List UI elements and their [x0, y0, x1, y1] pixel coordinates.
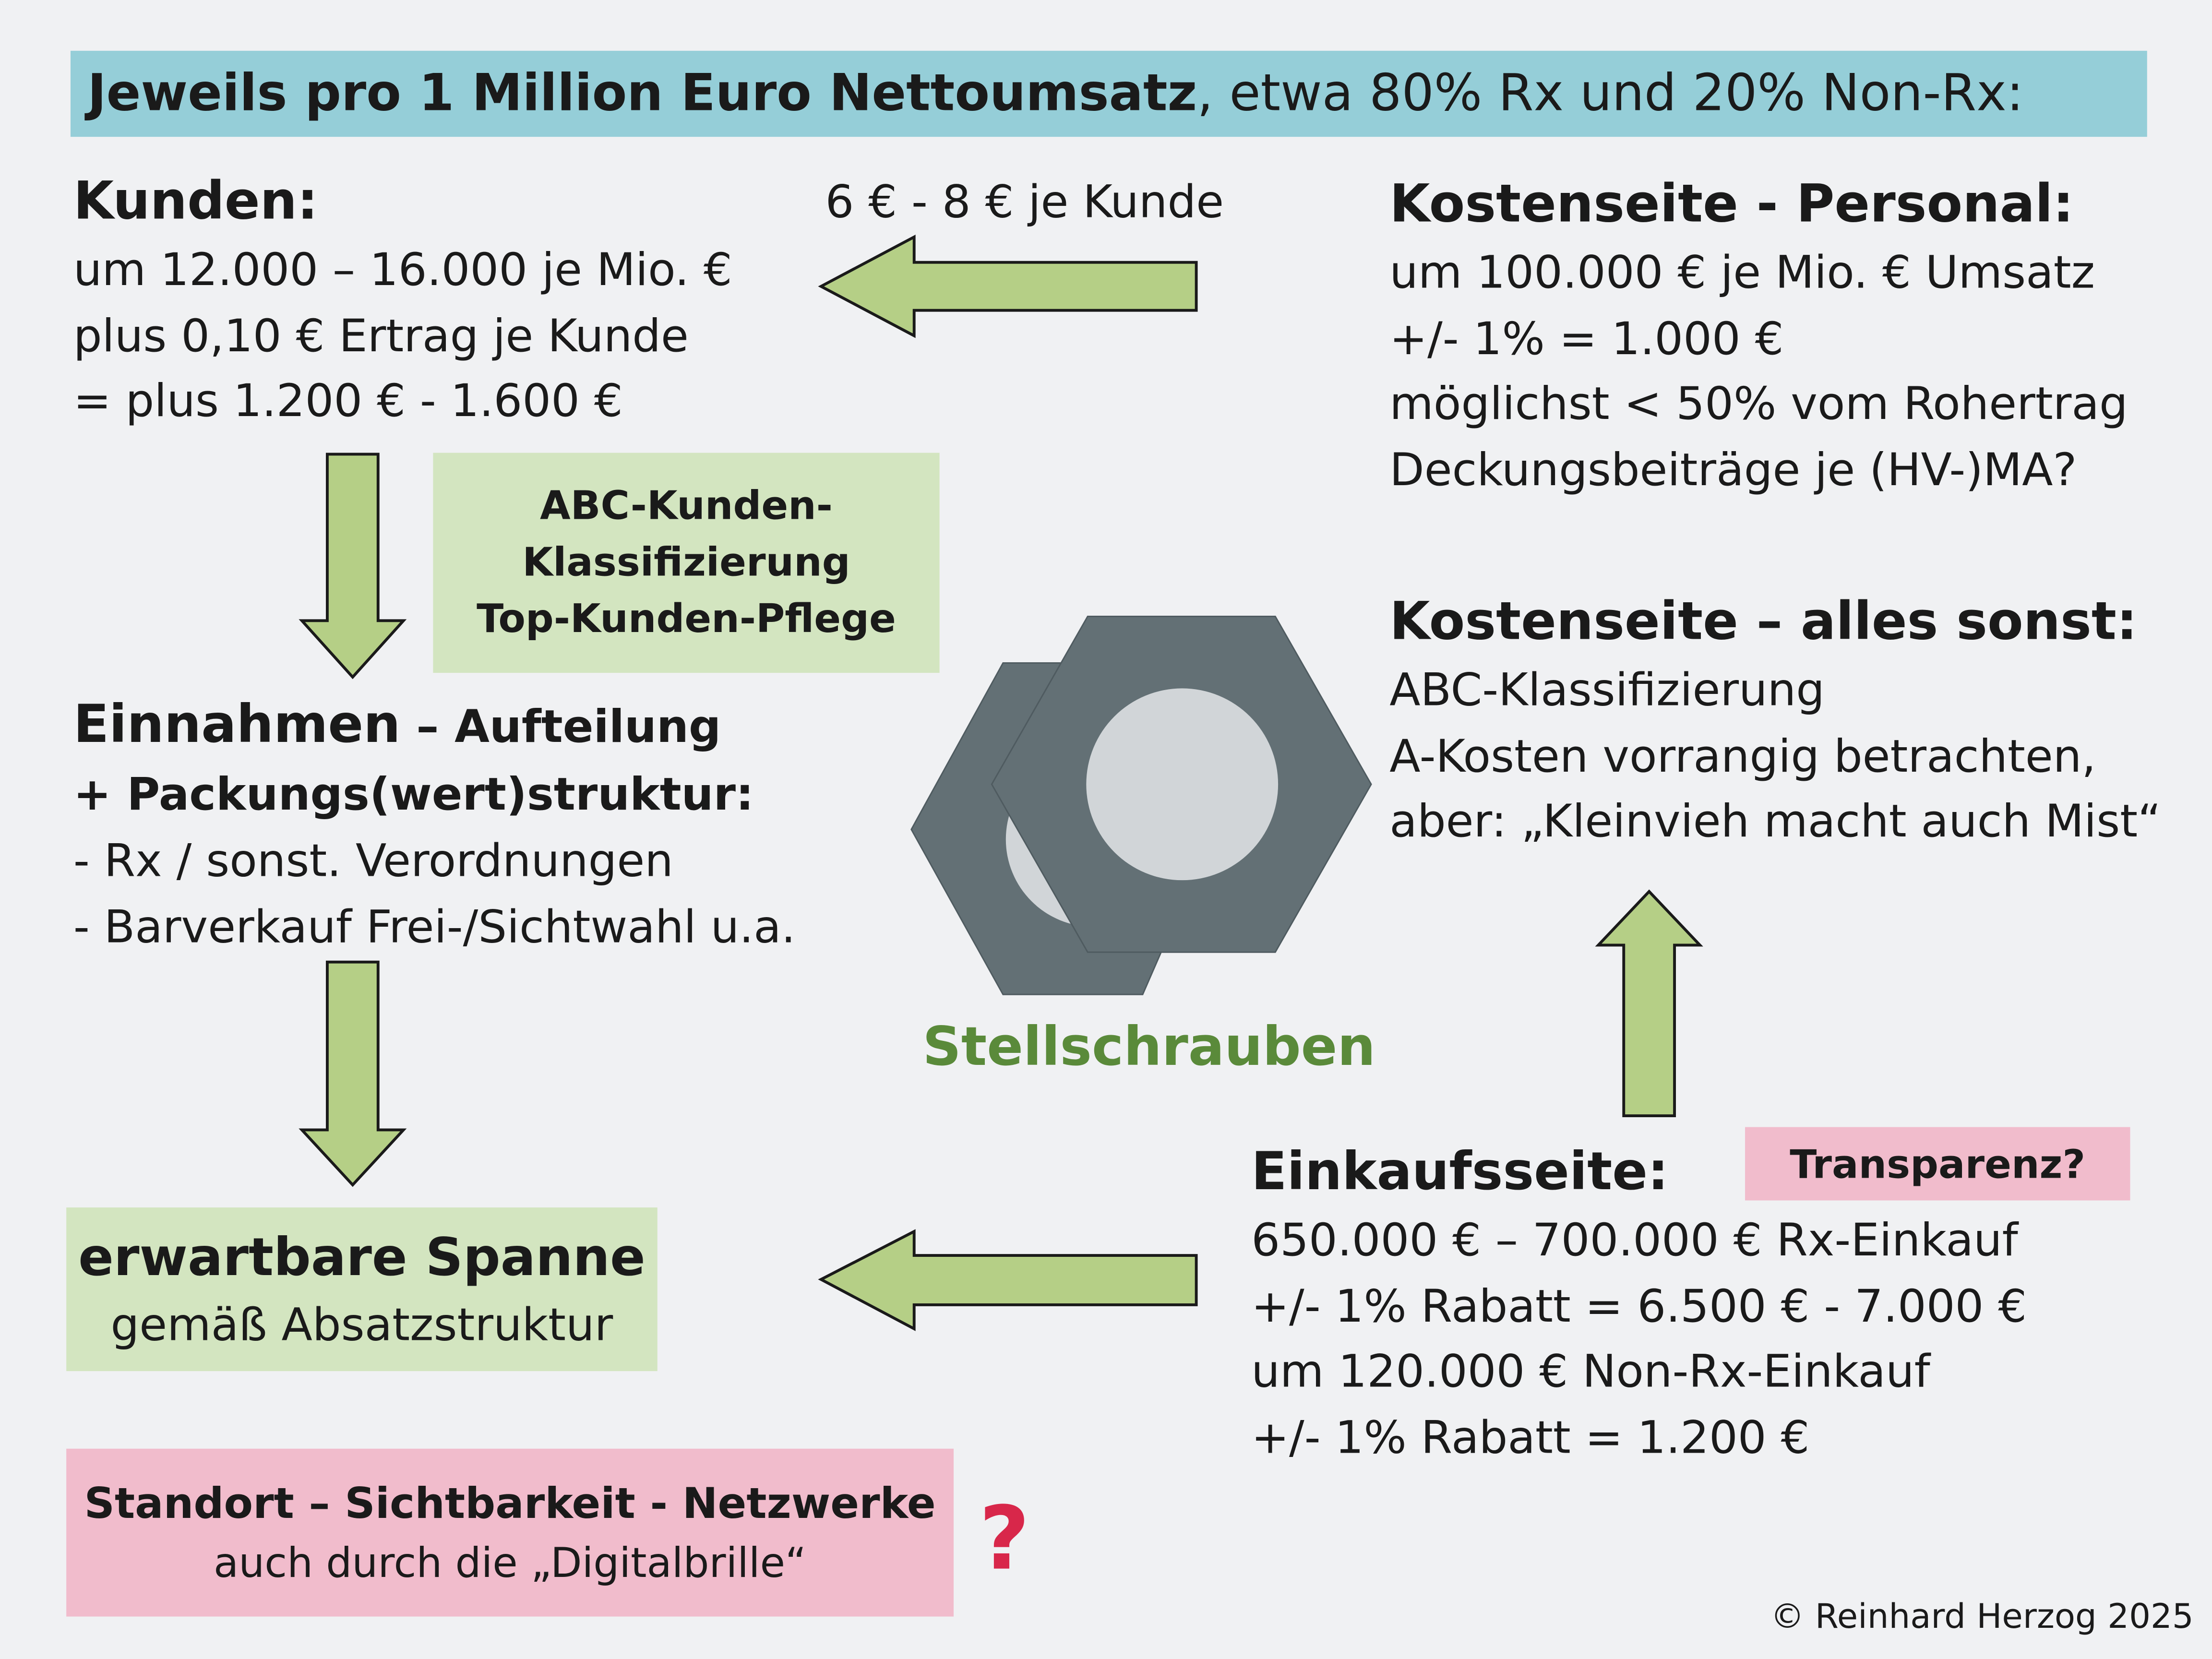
sonst-heading: Kostenseite – alles sonst:	[1389, 591, 2138, 652]
einkauf-heading: Einkaufsseite:	[1251, 1141, 1669, 1202]
standort-title: Standort – Sichtbarkeit - Netzwerke	[84, 1479, 936, 1528]
einnahmen-block	[73, 691, 796, 959]
title-bold: Jeweils pro 1 Million Euro Nettoumsatz	[87, 65, 1197, 123]
arrow-up	[1598, 892, 1700, 1116]
abc-line-2: Klassifizierung	[522, 538, 850, 585]
transparenz-box: Transparenz?	[1745, 1127, 2130, 1201]
personal-block	[1389, 169, 2128, 502]
abc-kunden-box	[433, 453, 939, 673]
personal-heading: Kostenseite - Personal:	[1389, 173, 2074, 234]
personal-line-1: um 100.000 € je Mio. € Umsatz	[1389, 245, 2095, 299]
stellschrauben-label: Stellschrauben	[922, 1015, 1375, 1078]
sonst-line-3: aber: „Kleinvieh macht auch Mist“	[1389, 794, 2161, 848]
einnahmen-line-2: - Barverkauf Frei-/Sichtwahl u.a.	[73, 899, 796, 953]
spanne-title: erwartbare Spanne	[78, 1227, 646, 1288]
sonst-line-1: ABC-Klassifizierung	[1389, 663, 1825, 717]
einkauf-line-1: 650.000 € – 700.000 € Rx-Einkauf	[1251, 1213, 2018, 1267]
einnahmen-heading	[73, 691, 796, 760]
kunden-heading: Kunden:	[73, 170, 318, 232]
nut-icon	[911, 617, 1371, 995]
personal-line-3: möglichst < 50% vom Rohertrag	[1389, 376, 2128, 430]
sonst-block	[1389, 587, 2161, 854]
spanne-subtitle: gemäß Absatzstruktur	[110, 1298, 613, 1351]
kunden-line-2: plus 0,10 € Ertrag je Kunde	[73, 308, 689, 362]
kunden-line-1: um 12.000 – 16.000 je Mio. €	[73, 242, 732, 297]
standort-box	[66, 1449, 954, 1617]
personal-line-2: +/- 1% = 1.000 €	[1389, 311, 1784, 365]
arrow-left-bottom	[821, 1231, 1196, 1329]
question-mark-icon: ?	[979, 1487, 1030, 1590]
kunden-line-3: = plus 1.200 € - 1.600 €	[73, 373, 623, 428]
sonst-line-2: A-Kosten vorrangig betrachten,	[1389, 728, 2096, 782]
arrow-left-top	[821, 237, 1196, 336]
arrow-down-1	[302, 454, 404, 677]
arrow-label-kunde: 6 € - 8 € je Kunde	[825, 175, 1224, 229]
abc-line-1: ABC-Kunden-	[540, 482, 833, 529]
kunden-block	[73, 167, 732, 434]
standort-subtitle: auch durch die „Digitalbrille“	[213, 1538, 807, 1587]
einnahmen-heading-a: Einnahmen	[73, 694, 401, 755]
einnahmen-line-1: - Rx / sonst. Verordnungen	[73, 834, 673, 887]
einkauf-line-3: um 120.000 € Non-Rx-Einkauf	[1251, 1344, 1930, 1398]
abc-line-3: Top-Kunden-Pflege	[477, 595, 896, 642]
nut-front-hole	[1086, 688, 1278, 880]
spanne-box	[66, 1207, 658, 1371]
arrow-down-2	[302, 962, 404, 1185]
einnahmen-heading-b: – Aufteilung	[400, 699, 721, 753]
personal-line-4: Deckungsbeiträge je (HV-)MA?	[1389, 442, 2077, 496]
copyright: © Reinhard Herzog 2025	[1770, 1597, 2194, 1636]
title-rest: , etwa 80% Rx und 20% Non-Rx:	[1197, 65, 2024, 123]
einnahmen-heading-2: + Packungs(wert)struktur:	[73, 767, 754, 821]
einkauf-line-2: +/- 1% Rabatt = 6.500 € - 7.000 €	[1251, 1278, 2027, 1333]
einkauf-line-4: +/- 1% Rabatt = 1.200 €	[1251, 1409, 1810, 1464]
